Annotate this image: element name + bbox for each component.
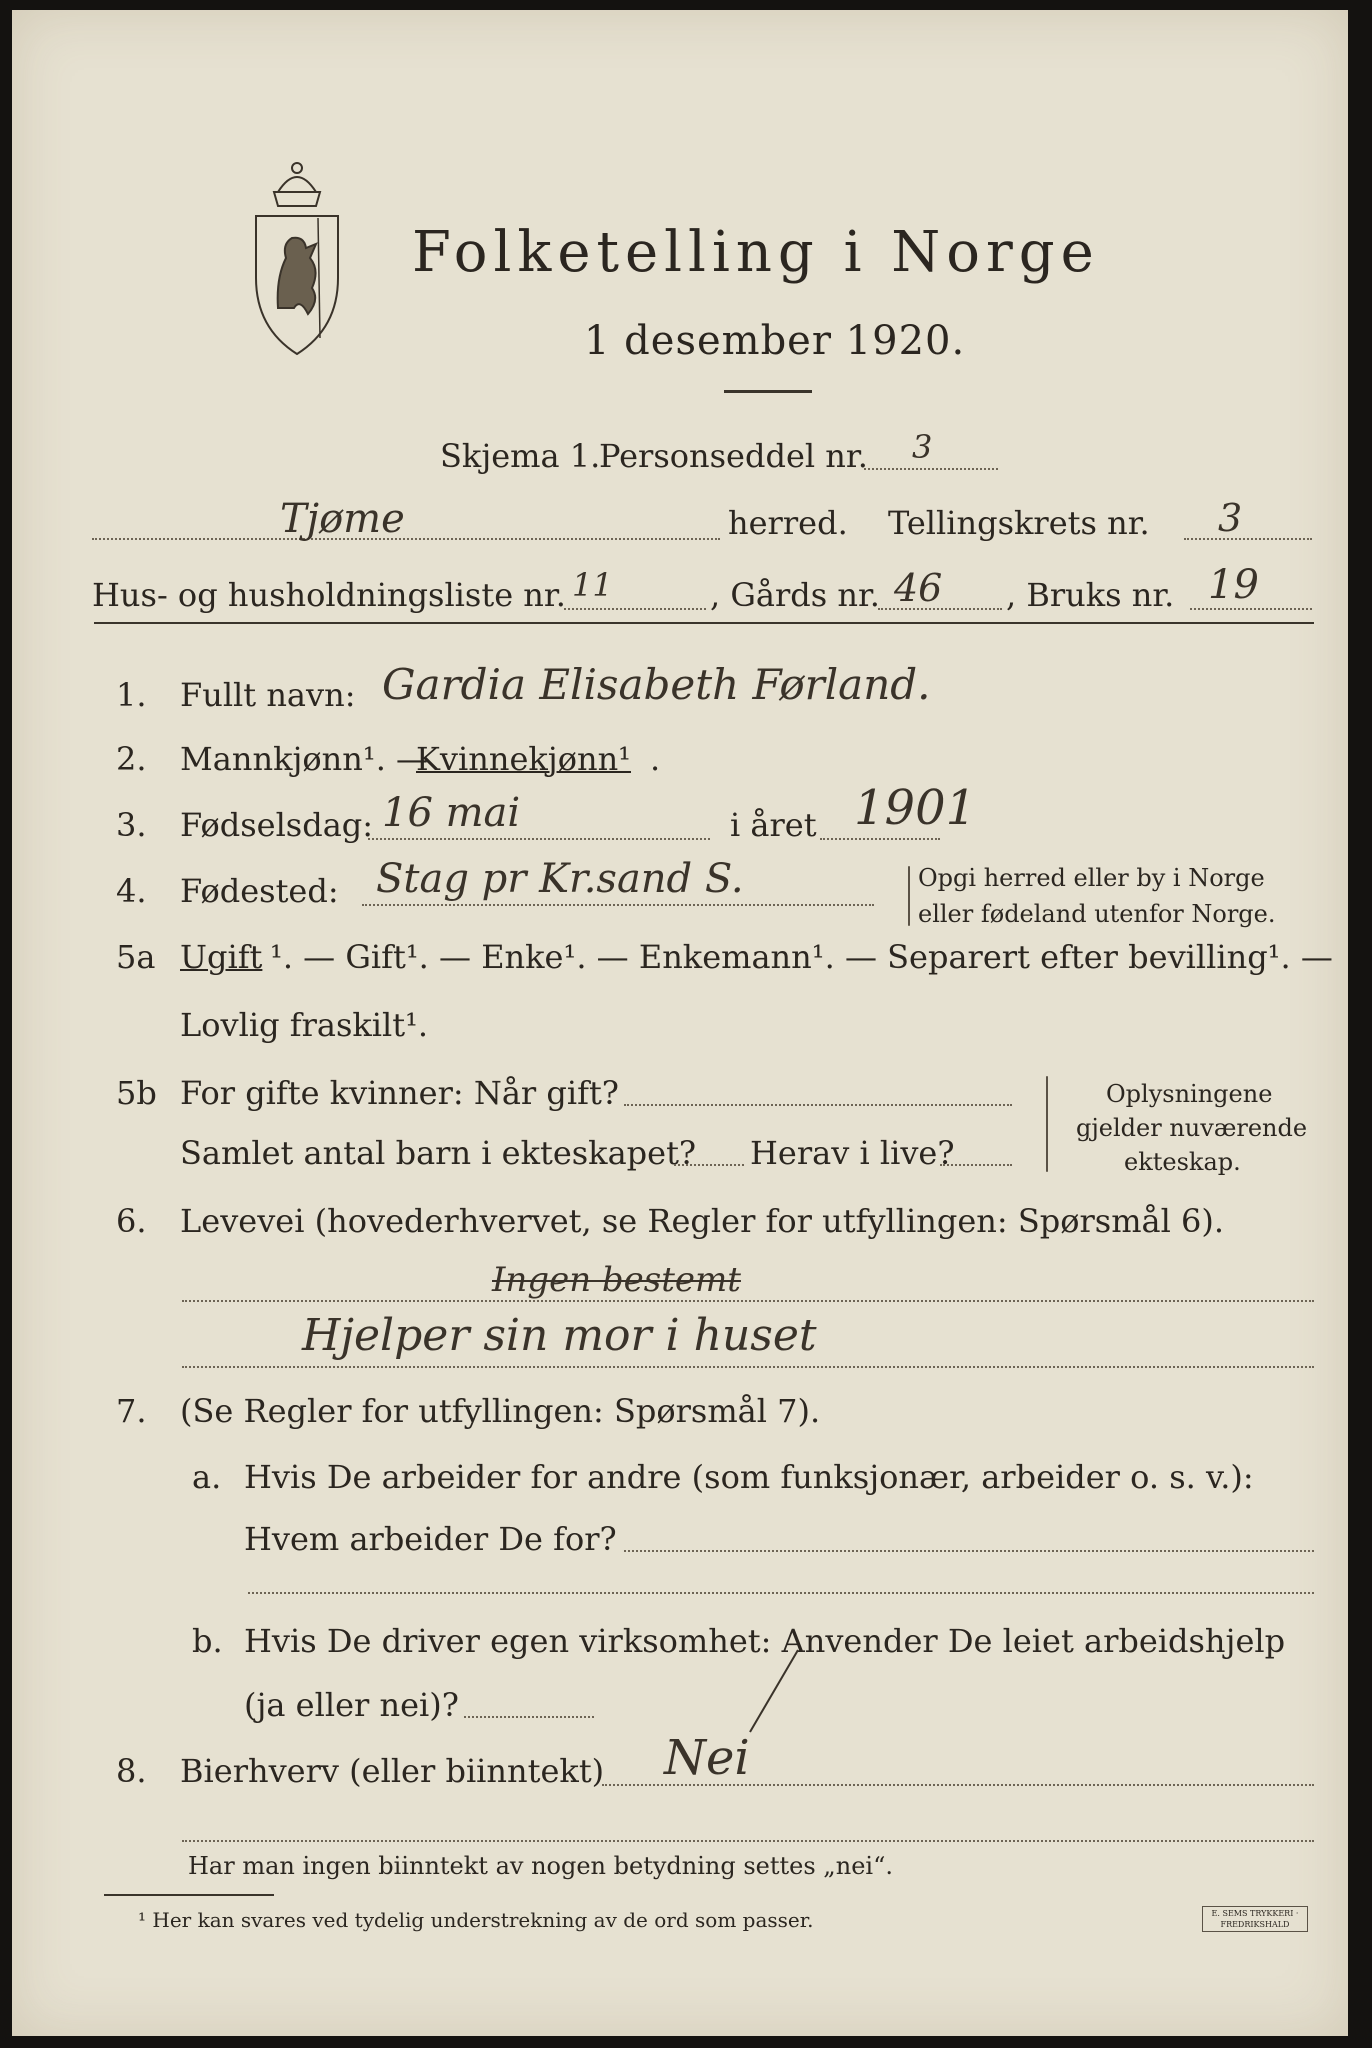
page-title: Folketelling i Norge xyxy=(412,220,1100,285)
q7a-label2: Hvem arbeider De for? xyxy=(244,1520,617,1558)
q3-year-value: 1901 xyxy=(854,780,977,836)
tellingskrets-value: 3 xyxy=(1218,496,1243,540)
q2-number: 2. xyxy=(116,740,147,778)
q4-note-line2: eller fødeland utenfor Norge. xyxy=(918,900,1276,928)
personseddel-value: 3 xyxy=(912,428,933,466)
q6-line2 xyxy=(182,1366,1314,1368)
census-date: 1 desember 1920. xyxy=(584,318,966,364)
q1-number: 1. xyxy=(116,676,147,714)
hus-line xyxy=(564,608,706,610)
q3-day-value: 16 mai xyxy=(382,790,521,836)
printer-stamp: E. SEMS TRYKKERI · FREDRIKSHALD xyxy=(1202,1906,1308,1932)
q8-line2 xyxy=(182,1840,1314,1842)
hus-value: 11 xyxy=(572,566,613,604)
q3-year-line xyxy=(820,838,940,840)
q8-check-mark xyxy=(742,1646,802,1736)
q5b-note-line3: ekteskap. xyxy=(1124,1148,1241,1176)
gards-value: 46 xyxy=(894,566,943,610)
q8-value: Nei xyxy=(664,1730,750,1786)
q4-number: 4. xyxy=(116,872,147,910)
coat-of-arms-icon xyxy=(248,158,346,358)
q1-value: Gardia Elisabeth Førland. xyxy=(382,660,931,709)
footnote-rule xyxy=(104,1894,274,1896)
q5b-label: For gifte kvinner: Når gift? xyxy=(180,1074,619,1112)
q7b-number: b. xyxy=(192,1622,223,1660)
herred-value: Tjøme xyxy=(280,496,405,542)
personseddel-line xyxy=(864,468,998,470)
bruks-value: 19 xyxy=(1208,562,1259,608)
q5b-note-line2: gjelder nuværende xyxy=(1076,1114,1308,1142)
q7b-label: Hvis De driver egen virksomhet: Anvender De leiet arbeidshjelp xyxy=(244,1622,1286,1660)
q5b-label2: Samlet antal barn i ekteskapet? xyxy=(180,1134,697,1172)
herred-label: herred. xyxy=(728,504,848,542)
q7b-label2: (ja eller nei)? xyxy=(244,1686,459,1724)
footnote: ¹ Her kan svares ved tydelig understrekning av de ord som passer. xyxy=(138,1908,814,1932)
q7a-line2 xyxy=(248,1592,1314,1594)
q5b-note-line1: Oplysningene xyxy=(1106,1080,1273,1108)
q5b-line1 xyxy=(624,1104,1012,1106)
q4-note-line1: Opgi herred eller by i Norge xyxy=(918,864,1265,892)
hus-label: Hus- og husholdningsliste nr. xyxy=(92,576,566,614)
q5b-line3 xyxy=(940,1164,1012,1166)
tellingskrets-label: Tellingskrets nr. xyxy=(888,504,1150,542)
q8-label: Bierhverv (eller biinntekt) xyxy=(180,1752,605,1790)
skjema-label: Skjema 1. xyxy=(440,437,601,475)
q7b-line xyxy=(464,1716,594,1718)
q6-number: 6. xyxy=(116,1202,147,1240)
q6-line1 xyxy=(182,1300,1314,1302)
q2-female-selected: Kvinnekjønn¹ xyxy=(416,740,631,778)
q3-number: 3. xyxy=(116,806,147,844)
title-divider xyxy=(724,390,812,393)
q5a-options: ¹. — Gift¹. — Enke¹. — Enkemann¹. — Separert efter bevilling¹. — xyxy=(270,938,1333,976)
q4-line xyxy=(362,904,874,906)
q6-value: Hjelper sin mor i huset xyxy=(302,1310,817,1361)
q7a-number: a. xyxy=(192,1458,222,1496)
q7a-label: Hvis De arbeider for andre (som funksjonær, arbeider o. s. v.): xyxy=(244,1458,1254,1496)
q1-label: Fullt navn: xyxy=(180,676,356,714)
q2-male: Mannkjønn¹. — xyxy=(180,740,429,778)
q5a-ugift-selected: Ugift xyxy=(180,938,263,976)
q7-label: (Se Regler for utfyllingen: Spørsmål 7). xyxy=(180,1392,821,1430)
q3-day-line xyxy=(368,838,710,840)
q5b-line2 xyxy=(674,1164,744,1166)
q4-value: Stag pr Kr.sand S. xyxy=(376,856,744,902)
census-form-page xyxy=(12,10,1348,2036)
q5b-number: 5b xyxy=(116,1074,157,1112)
q8-number: 8. xyxy=(116,1752,147,1790)
herred-line xyxy=(92,538,720,540)
q5a-number: 5a xyxy=(116,938,156,976)
q4-label: Fødested: xyxy=(180,872,339,910)
tellingskrets-line xyxy=(1184,538,1312,540)
personseddel-label: Personseddel nr. xyxy=(599,437,868,475)
header-separator xyxy=(94,622,1314,624)
q3-label: Fødselsdag: xyxy=(180,806,374,844)
q7a-line1 xyxy=(624,1550,1314,1552)
q5b-note-brace xyxy=(1046,1076,1048,1172)
gards-label: , Gårds nr. xyxy=(710,576,880,614)
bruks-label: , Bruks nr. xyxy=(1006,576,1175,614)
bottom-note: Har man ingen biinntekt av nogen betydning settes „nei“. xyxy=(188,1852,893,1880)
q5a-line2: Lovlig fraskilt¹. xyxy=(180,1006,429,1044)
q6-struck-value: Ingen bestemt xyxy=(492,1260,741,1300)
q4-note-brace xyxy=(908,866,910,926)
q2-end: . xyxy=(650,740,661,778)
q6-label: Levevei (hovederhvervet, se Regler for utfyllingen: Spørsmål 6). xyxy=(180,1202,1225,1240)
q3-year-label: i året xyxy=(730,806,817,844)
q7-number: 7. xyxy=(116,1392,147,1430)
q5b-label3: Herav i live? xyxy=(750,1134,955,1172)
bruks-line xyxy=(1190,608,1312,610)
